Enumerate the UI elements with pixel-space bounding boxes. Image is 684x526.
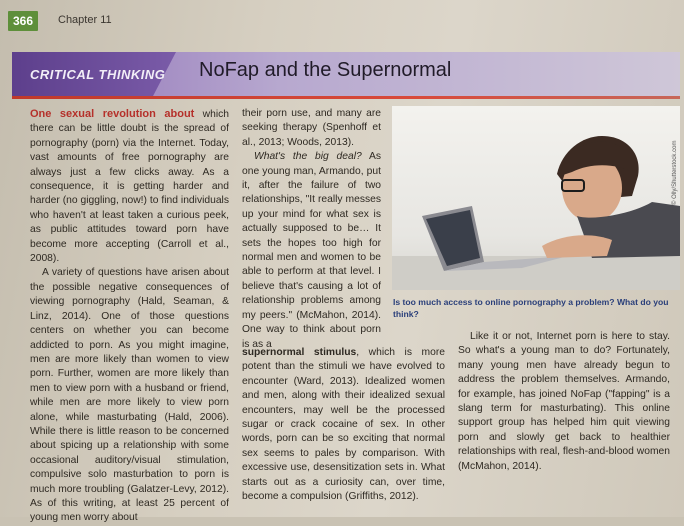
paragraph-1: One sexual revolution about which there can be little doubt is the spread of pornography (porn) via the Internet. Today, vast amounts of free pornography are always just a few clicks away. As a consequence, it is getting harder and harder (no giggling, now!) to find individuals who haven't at least taken a curious peek, as public attitudes toward porn have become more accepting (Carroll et al., 2008). [30,108,230,265]
photo-caption: Is too much access to online pornography a problem? What do you think? [393,297,669,319]
photo-credit: © Olly/Shutterstock.com [672,140,678,205]
page-number: 366 [8,11,38,31]
paragraph-2: A variety of questions have arisen about the possible negative consequences of viewing pornography (Hald, Seaman, & Linz, 2014). One of those questions centers on whether you can become addicted to porn. As you might imagine, men are more likely than women to view porn. Further, women are more likely than men to view porn with a husband or friend, while men are more likely to view porn alone, while masturbating (Hald, 2006). While there is little reason to be concerned about spicing up a relationship with some occasional auditory/visual stimulation, compulsive solo masturbation to porn is much more troubling (Galatzer-Levy, 2012). As of this writing, at least 25 percent of young men worry about [30,267,229,524]
text-column-3 [458,330,670,474]
paragraph-3: their porn use, and many are seeking therapy (Spenhoff et al., 2013; Woods, 2013). [242,108,381,148]
photo-man-at-laptop [392,106,680,290]
paragraph-4: What's the big deal? As one young man, Armando, put it, after the failure of two relationships, "It really messes up your mind for what sex is actually supposed to be… It sets the hopes too high for normal men and women to be able to perform at that level. I believe that's causing a lot of relationship problems among my peers." (McMahon, 2014). One way to think about porn is as a [242,151,382,350]
feature-label: CRITICAL THINKING [30,67,166,82]
text-column-2-continued [242,346,445,504]
text-column-1 [30,107,229,526]
text-column-2 [242,107,381,352]
paragraph-4-continued: supernormal stimulus, which is more potent than the stimuli we have evolved to encounter (Ward, 2013). Idealized women and men, along with their idealized sexual encounters, may well be the processed sugar or crack cocaine of sex. In other words, porn can be so exciting that normal sex seems to pales by comparison. With excessive use, desensitization sets in. What starts out as a curiosity can, over time, become a compulsion (Griffiths, 2012). [242,347,445,503]
chapter-label: Chapter 11 [58,14,112,26]
feature-title: NoFap and the Supernormal [199,59,452,81]
paragraph-5: Like it or not, Internet porn is here to stay. So what's a young man to do? Fortunately, many young men have already begun to address the problem themselves. Armando, for example, has joined NoFap ("fapping" is a slang term for masturbating). This online support group has helped him quit viewing porn and slowly get back to healthier relationships with real, flesh-and-blood women (McMahon, 2014). [458,331,670,472]
title-rule [12,96,680,99]
supernormal-term: supernormal stimulus [242,347,357,358]
question-lead: What's the big deal? [254,151,362,163]
lead-in: One sexual revolution about [30,108,195,120]
photo-illustration [392,106,680,290]
